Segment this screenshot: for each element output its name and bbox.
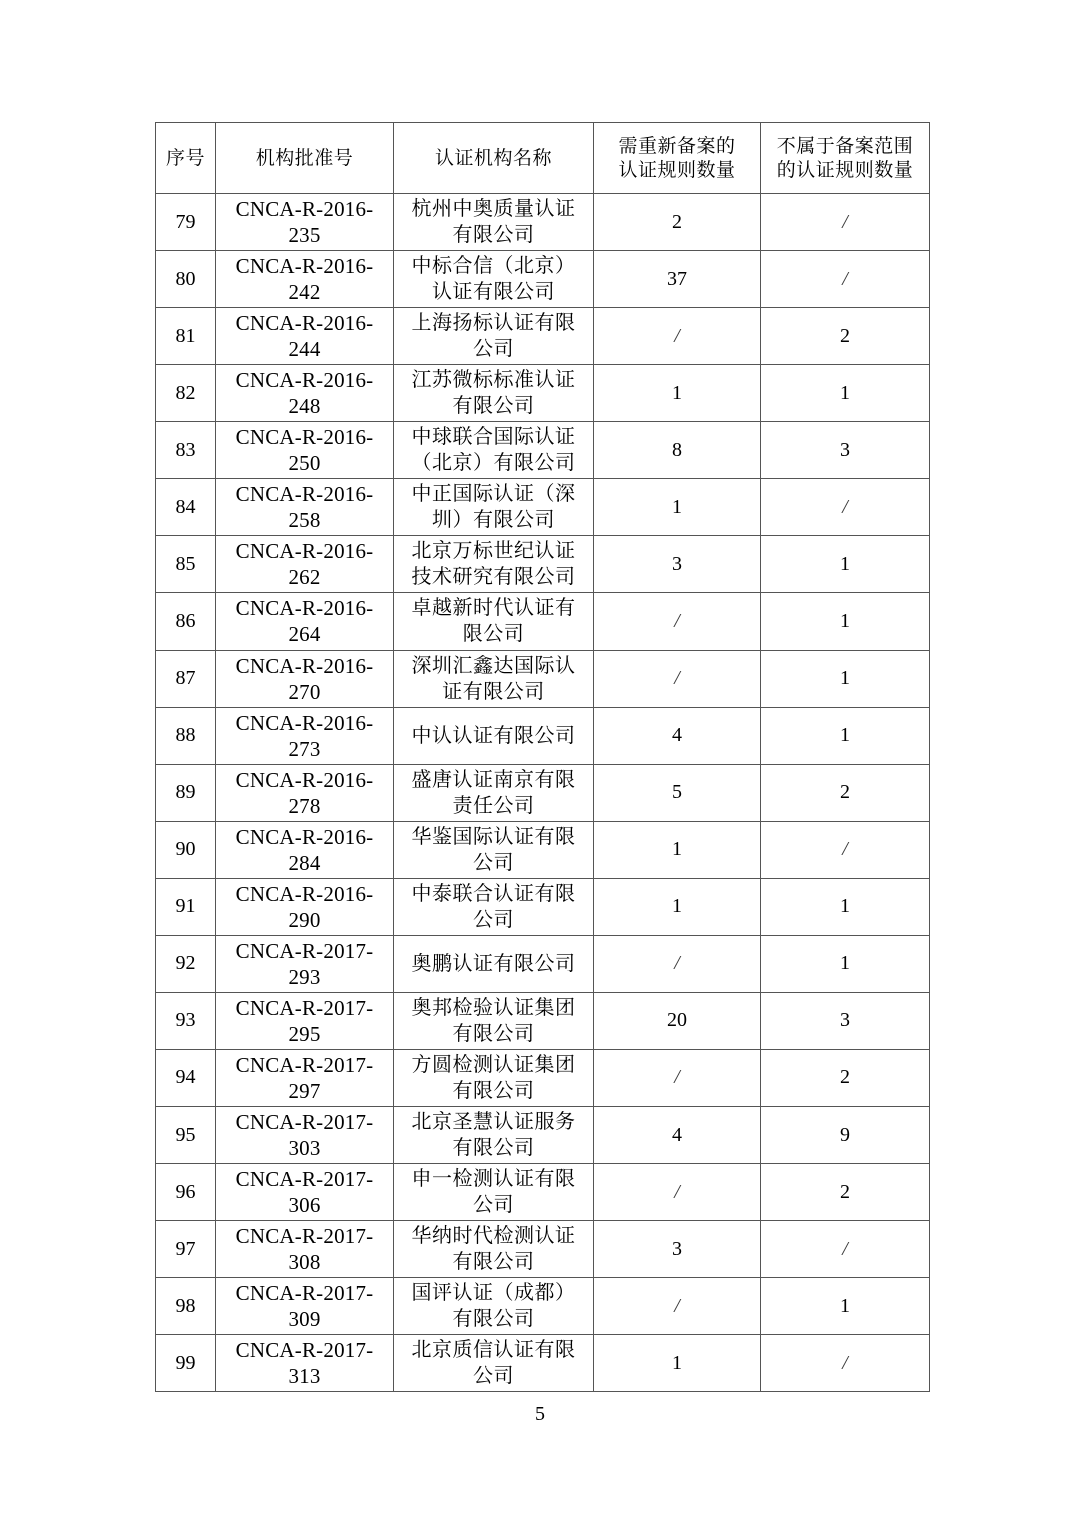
cell-rules-out-of-scope: 1	[761, 365, 930, 422]
table-row	[156, 365, 930, 422]
table-body	[156, 194, 930, 1392]
cell-approval-number	[216, 935, 394, 992]
table-row	[156, 1164, 930, 1221]
cell-rules-out-of-scope: 2	[761, 1164, 930, 1221]
table-header-row	[156, 123, 930, 194]
cell-rules-to-refile: /	[594, 650, 761, 707]
cell-rules-to-refile: 2	[594, 194, 761, 251]
table-row	[156, 764, 930, 821]
cell-rules-out-of-scope: 2	[761, 1049, 930, 1106]
cell-institution-name	[394, 1049, 594, 1106]
approval-number-line: 278	[288, 793, 321, 818]
cell-sequence: 94	[156, 1049, 216, 1106]
cell-approval-number	[216, 308, 394, 365]
header-text-line: 机构批准号	[255, 146, 354, 169]
approval-number-line: 295	[288, 1021, 321, 1046]
cell-institution-name	[394, 821, 594, 878]
institution-name-line: 有限公司	[452, 395, 535, 418]
column-header-sequence	[156, 123, 216, 194]
cell-approval-number	[216, 1278, 394, 1335]
institution-name-line: 认证有限公司	[432, 281, 555, 304]
cell-institution-name	[394, 536, 594, 593]
column-header-institution-name	[394, 123, 594, 194]
cell-institution-name	[394, 1164, 594, 1221]
cell-approval-number	[216, 479, 394, 536]
cell-sequence: 84	[156, 479, 216, 536]
approval-number-line: CNCA-R-2017-	[235, 1224, 374, 1249]
approval-number-line: 250	[288, 451, 321, 476]
cell-rules-to-refile: 20	[594, 992, 761, 1049]
approval-number-line: 258	[288, 508, 321, 533]
approval-number-line: 284	[288, 850, 321, 875]
table-row	[156, 1049, 930, 1106]
institution-name-line: 有限公司	[452, 224, 535, 247]
approval-number-line: CNCA-R-2017-	[235, 1110, 374, 1134]
cell-rules-to-refile: 8	[594, 422, 761, 479]
institution-name-line: 华鉴国际认证有限	[411, 825, 576, 848]
cell-rules-out-of-scope: 1	[761, 650, 930, 707]
cell-sequence: 96	[156, 1164, 216, 1221]
institution-name-line: 申一检测认证有限	[411, 1168, 576, 1191]
approval-number-line: CNCA-R-2016-	[235, 824, 374, 849]
cell-approval-number	[216, 536, 394, 593]
cell-institution-name	[394, 251, 594, 308]
cell-rules-out-of-scope: /	[761, 1221, 930, 1278]
cell-institution-name	[394, 593, 594, 650]
approval-number-line: CNCA-R-2016-	[235, 710, 374, 735]
institution-name-line: 公司	[473, 1194, 514, 1217]
cell-sequence: 98	[156, 1278, 216, 1335]
institution-name-line: 华纳时代检测认证	[411, 1225, 576, 1248]
institution-name-line: 北京万标世纪认证	[411, 540, 576, 563]
cell-approval-number	[216, 1107, 394, 1164]
institution-name-line: （北京）有限公司	[411, 452, 576, 475]
institution-name-line: 中认认证有限公司	[411, 724, 576, 747]
column-header-rules-to-refile	[594, 123, 761, 194]
cell-sequence: 89	[156, 764, 216, 821]
approval-number-line: CNCA-R-2016-	[235, 539, 374, 564]
institution-name-line: 技术研究有限公司	[411, 566, 576, 589]
institution-name-line: 责任公司	[452, 794, 535, 817]
table-row	[156, 1278, 930, 1335]
cell-rules-to-refile: 3	[594, 1221, 761, 1278]
cell-approval-number	[216, 650, 394, 707]
approval-number-line: CNCA-R-2016-	[235, 653, 374, 678]
cell-rules-out-of-scope: 3	[761, 992, 930, 1049]
cell-rules-out-of-scope: 1	[761, 707, 930, 764]
approval-number-line: CNCA-R-2017-	[235, 938, 374, 963]
table-row	[156, 878, 930, 935]
approval-number-line: CNCA-R-2016-	[235, 482, 374, 507]
approval-number-line: CNCA-R-2016-	[235, 311, 374, 336]
institution-name-line: 北京圣慧认证服务	[411, 1111, 576, 1134]
cell-rules-to-refile: 3	[594, 536, 761, 593]
cell-rules-to-refile: /	[594, 1049, 761, 1106]
institution-name-line: 公司	[473, 851, 514, 874]
cell-sequence: 86	[156, 593, 216, 650]
institution-name-line: 盛唐认证南京有限	[411, 768, 576, 791]
cell-approval-number	[216, 194, 394, 251]
institution-name-line: 有限公司	[452, 1022, 535, 1045]
institution-name-line: 北京质信认证有限	[411, 1339, 576, 1362]
institution-name-line: 中球联合国际认证	[411, 426, 576, 449]
table-row	[156, 1107, 930, 1164]
table-row	[156, 1221, 930, 1278]
cell-rules-out-of-scope: /	[761, 479, 930, 536]
cell-rules-out-of-scope: 1	[761, 935, 930, 992]
cell-rules-out-of-scope: 1	[761, 536, 930, 593]
cell-rules-out-of-scope: /	[761, 251, 930, 308]
institution-name-line: 卓越新时代认证有	[411, 597, 576, 620]
approval-number-line: CNCA-R-2016-	[235, 596, 374, 621]
cell-institution-name	[394, 422, 594, 479]
cell-sequence: 93	[156, 992, 216, 1049]
cell-sequence: 82	[156, 365, 216, 422]
approval-number-line: 308	[288, 1250, 321, 1275]
cell-approval-number	[216, 593, 394, 650]
header-text-line: 认证规则数量	[618, 159, 736, 181]
cell-approval-number	[216, 251, 394, 308]
approval-number-line: 297	[288, 1078, 321, 1103]
cell-sequence: 85	[156, 536, 216, 593]
cell-rules-out-of-scope: /	[761, 194, 930, 251]
institution-name-line: 中标合信（北京）	[411, 255, 576, 278]
cell-sequence: 79	[156, 194, 216, 251]
column-header-approval-number	[216, 123, 394, 194]
approval-number-line: CNCA-R-2016-	[235, 881, 374, 906]
cell-sequence: 90	[156, 821, 216, 878]
cell-rules-out-of-scope: /	[761, 1335, 930, 1392]
cell-rules-out-of-scope: 2	[761, 308, 930, 365]
approval-number-line: CNCA-R-2016-	[235, 368, 374, 393]
cell-sequence: 80	[156, 251, 216, 308]
approval-number-line: CNCA-R-2016-	[235, 197, 374, 221]
cell-approval-number	[216, 992, 394, 1049]
approval-number-line: CNCA-R-2016-	[235, 254, 374, 279]
cell-rules-to-refile: 1	[594, 878, 761, 935]
cell-approval-number	[216, 1049, 394, 1106]
institution-name-line: 证有限公司	[442, 680, 545, 703]
cell-institution-name	[394, 479, 594, 536]
institution-name-line: 杭州中奥质量认证	[411, 198, 576, 221]
cell-rules-to-refile: 1	[594, 1335, 761, 1392]
table-row	[156, 593, 930, 650]
cell-sequence: 87	[156, 650, 216, 707]
approval-number-line: 306	[288, 1193, 321, 1218]
approval-number-line: 242	[288, 280, 321, 305]
cell-rules-to-refile: /	[594, 1278, 761, 1335]
cell-institution-name	[394, 1107, 594, 1164]
cell-rules-to-refile: 1	[594, 365, 761, 422]
cell-institution-name	[394, 365, 594, 422]
cell-sequence: 95	[156, 1107, 216, 1164]
approval-number-line: 303	[288, 1136, 321, 1161]
table-row	[156, 479, 930, 536]
approval-number-line: CNCA-R-2017-	[235, 1281, 374, 1306]
header-text-line: 的认证规则数量	[776, 159, 914, 181]
cell-approval-number	[216, 365, 394, 422]
institution-name-line: 深圳汇鑫达国际认	[411, 654, 576, 677]
cell-rules-out-of-scope: 9	[761, 1107, 930, 1164]
cell-rules-to-refile: 37	[594, 251, 761, 308]
institution-name-line: 有限公司	[452, 1251, 535, 1274]
column-header-rules-out-of-scope	[761, 123, 930, 194]
table-row	[156, 821, 930, 878]
approval-number-line: 235	[288, 223, 321, 248]
cell-approval-number	[216, 764, 394, 821]
institution-name-line: 方圆检测认证集团	[411, 1053, 576, 1076]
cell-approval-number	[216, 1335, 394, 1392]
institution-name-line: 有限公司	[452, 1079, 535, 1102]
cell-sequence: 81	[156, 308, 216, 365]
cell-rules-to-refile: 5	[594, 764, 761, 821]
cell-rules-out-of-scope: /	[761, 821, 930, 878]
cell-rules-out-of-scope: 1	[761, 878, 930, 935]
cell-institution-name	[394, 992, 594, 1049]
approval-number-line: 262	[288, 565, 321, 590]
institution-name-line: 有限公司	[452, 1137, 535, 1160]
cell-rules-to-refile: /	[594, 935, 761, 992]
certification-rules-table	[155, 122, 930, 1392]
cell-approval-number	[216, 707, 394, 764]
table-row	[156, 1335, 930, 1392]
table-row	[156, 422, 930, 479]
header-text-line: 认证机构名称	[434, 146, 552, 169]
approval-number-line: 270	[288, 679, 321, 704]
cell-institution-name	[394, 764, 594, 821]
approval-number-line: 244	[288, 337, 321, 362]
approval-number-line: 248	[288, 394, 321, 419]
institution-name-line: 圳）有限公司	[432, 509, 555, 532]
institution-name-line: 中正国际认证（深	[411, 483, 576, 506]
cell-rules-out-of-scope: 2	[761, 764, 930, 821]
cell-sequence: 88	[156, 707, 216, 764]
cell-rules-to-refile: 1	[594, 821, 761, 878]
table-row	[156, 536, 930, 593]
institution-name-line: 公司	[473, 1365, 514, 1388]
cell-sequence: 91	[156, 878, 216, 935]
cell-institution-name	[394, 935, 594, 992]
institution-name-line: 限公司	[462, 623, 525, 646]
cell-sequence: 83	[156, 422, 216, 479]
cell-rules-out-of-scope: 1	[761, 1278, 930, 1335]
institution-name-line: 公司	[473, 338, 514, 361]
institution-name-line: 中泰联合认证有限	[411, 882, 576, 905]
certification-table-container	[155, 122, 929, 1392]
cell-sequence: 97	[156, 1221, 216, 1278]
table-row	[156, 935, 930, 992]
institution-name-line: 上海扬标认证有限	[411, 312, 576, 335]
approval-number-line: CNCA-R-2017-	[235, 1338, 374, 1363]
cell-sequence: 92	[156, 935, 216, 992]
table-header	[156, 123, 930, 194]
approval-number-line: CNCA-R-2016-	[235, 767, 374, 792]
approval-number-line: 313	[288, 1364, 321, 1389]
cell-rules-to-refile: 4	[594, 707, 761, 764]
approval-number-line: 264	[288, 622, 321, 647]
header-text-line: 需重新备案的	[618, 134, 736, 157]
institution-name-line: 国评认证（成都）	[411, 1282, 576, 1305]
approval-number-line: CNCA-R-2017-	[235, 1167, 374, 1192]
table-row	[156, 650, 930, 707]
cell-sequence: 99	[156, 1335, 216, 1392]
approval-number-line: 290	[288, 907, 321, 932]
cell-institution-name	[394, 707, 594, 764]
cell-institution-name	[394, 1221, 594, 1278]
table-row	[156, 251, 930, 308]
cell-approval-number	[216, 878, 394, 935]
approval-number-line: 293	[288, 964, 321, 989]
approval-number-line: 273	[288, 736, 321, 761]
institution-name-line: 公司	[473, 908, 514, 931]
cell-rules-to-refile: 4	[594, 1107, 761, 1164]
approval-number-line: CNCA-R-2017-	[235, 995, 374, 1020]
cell-rules-to-refile: /	[594, 308, 761, 365]
cell-institution-name	[394, 194, 594, 251]
table-row	[156, 992, 930, 1049]
table-row	[156, 194, 930, 251]
institution-name-line: 奥鹏认证有限公司	[411, 952, 576, 975]
institution-name-line: 奥邦检验认证集团	[411, 996, 576, 1019]
approval-number-line: 309	[288, 1307, 321, 1332]
table-row	[156, 308, 930, 365]
cell-approval-number	[216, 1164, 394, 1221]
table-row	[156, 707, 930, 764]
institution-name-line: 江苏微标标准认证	[411, 369, 576, 392]
cell-approval-number	[216, 422, 394, 479]
header-text-line: 序号	[165, 146, 205, 169]
cell-approval-number	[216, 821, 394, 878]
page-number: 5	[535, 1403, 545, 1425]
cell-rules-to-refile: /	[594, 1164, 761, 1221]
cell-institution-name	[394, 308, 594, 365]
cell-institution-name	[394, 878, 594, 935]
cell-institution-name	[394, 1335, 594, 1392]
cell-rules-to-refile: 1	[594, 479, 761, 536]
cell-approval-number	[216, 1221, 394, 1278]
cell-institution-name	[394, 1278, 594, 1335]
institution-name-line: 有限公司	[452, 1308, 535, 1331]
cell-institution-name	[394, 650, 594, 707]
approval-number-line: CNCA-R-2016-	[235, 425, 374, 450]
cell-rules-to-refile: /	[594, 593, 761, 650]
cell-rules-out-of-scope: 1	[761, 593, 930, 650]
approval-number-line: CNCA-R-2017-	[235, 1052, 374, 1077]
header-text-line: 不属于备案范围	[776, 134, 914, 157]
cell-rules-out-of-scope: 3	[761, 422, 930, 479]
